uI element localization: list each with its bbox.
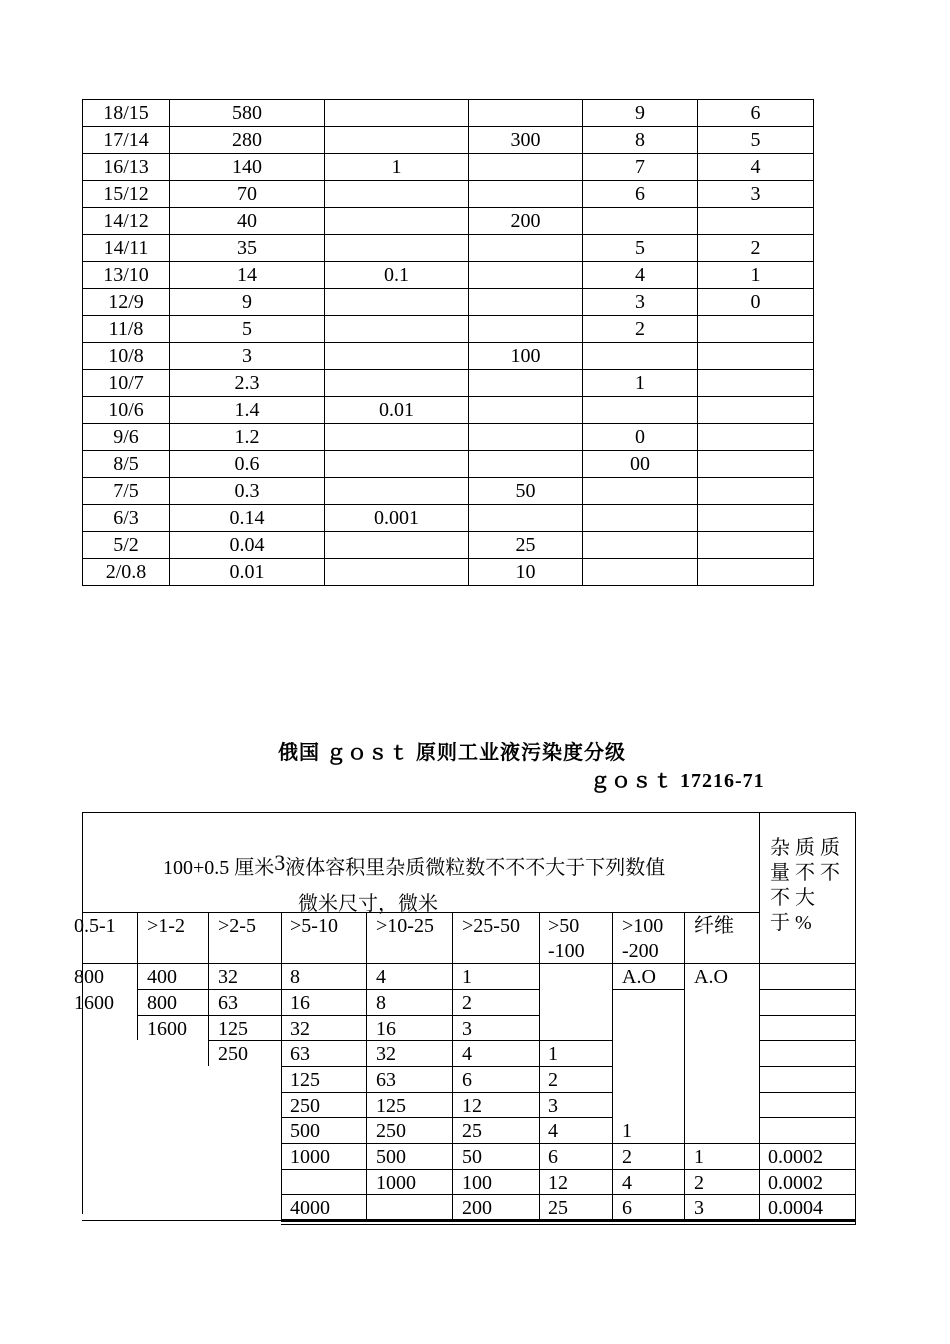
- col-header: >50: [548, 915, 580, 937]
- table-cell: 13/10: [83, 262, 170, 289]
- table-cell: 63: [376, 1069, 396, 1091]
- table-cell: 1600: [147, 1018, 187, 1040]
- table-cell: 7/5: [83, 478, 170, 505]
- table-cell: 2.3: [170, 370, 325, 397]
- table-cell: 400: [147, 966, 177, 988]
- table-cell: 0.01: [325, 397, 469, 424]
- table-cell: 9/6: [83, 424, 170, 451]
- table-cell: 3: [694, 1197, 704, 1219]
- table-cell: 9: [583, 100, 698, 127]
- table-cell: 6: [583, 181, 698, 208]
- table-cell: 0.01: [170, 559, 325, 586]
- table-cell: 17/14: [83, 127, 170, 154]
- table-cell: 50: [462, 1146, 482, 1168]
- table-cell: 5: [583, 235, 698, 262]
- table-cell: 3: [548, 1095, 558, 1117]
- table-cell: 9: [170, 289, 325, 316]
- table-cell: 5: [698, 127, 814, 154]
- table-cell: 3: [583, 289, 698, 316]
- table-cell: 50: [469, 478, 583, 505]
- table-cell: 580: [170, 100, 325, 127]
- col-header: -100: [548, 940, 585, 962]
- table-cell: 3: [462, 1018, 472, 1040]
- table-cell: 1.2: [170, 424, 325, 451]
- table-cell: 2: [548, 1069, 558, 1091]
- table-cell: 500: [290, 1120, 320, 1142]
- table-cell: 00: [583, 451, 698, 478]
- table-cell: 0.14: [170, 505, 325, 532]
- table-cell: 10/7: [83, 370, 170, 397]
- table-cell: 800: [74, 966, 104, 988]
- table-cell: 15/12: [83, 181, 170, 208]
- table-cell: 0.6: [170, 451, 325, 478]
- table-cell: 0.0004: [768, 1197, 823, 1219]
- table-cell: 11/8: [83, 316, 170, 343]
- table-cell: 18/15: [83, 100, 170, 127]
- table-cell: 250: [376, 1120, 406, 1142]
- table-cell: 16: [376, 1018, 396, 1040]
- table-cell: 25: [462, 1120, 482, 1142]
- table-cell: 1: [583, 370, 698, 397]
- table-cell: 0: [698, 289, 814, 316]
- table-cell: 500: [376, 1146, 406, 1168]
- table-cell: 3: [170, 343, 325, 370]
- table-cell: 14/12: [83, 208, 170, 235]
- table-cell: 7: [583, 154, 698, 181]
- col-header: >2-5: [218, 915, 256, 937]
- table-cell: 4: [376, 966, 386, 988]
- table-cell: 2: [462, 992, 472, 1014]
- table-cell: 140: [170, 154, 325, 181]
- table-cell: 0.04: [170, 532, 325, 559]
- gost-title: 俄国 ｇｏｓｔ 原则工业液污染度分级: [278, 742, 626, 764]
- table-cell: 6/3: [83, 505, 170, 532]
- table-cell: 5: [170, 316, 325, 343]
- table-cell: 16: [290, 992, 310, 1014]
- col-header: >25-50: [462, 915, 520, 937]
- gost-header-main: 100+0.5 厘米$^3$液体容积里杂质微粒数不不不大于下列数值: [163, 850, 666, 879]
- table-cell: 8: [583, 127, 698, 154]
- table-cell: 8: [290, 966, 300, 988]
- table-cell: 63: [218, 992, 238, 1014]
- table-cell: 4: [698, 154, 814, 181]
- table-cell: 8/5: [83, 451, 170, 478]
- table-cell: 4: [583, 262, 698, 289]
- table-cell: 800: [147, 992, 177, 1014]
- table-cell: 6: [462, 1069, 472, 1091]
- table-cell: 4: [462, 1043, 472, 1065]
- table-cell: 125: [218, 1018, 248, 1040]
- table-cell: 100: [462, 1172, 492, 1194]
- table-cell: 300: [469, 127, 583, 154]
- gost-header-sub: 微米尺寸，微米: [298, 893, 438, 915]
- table-cell: 32: [290, 1018, 310, 1040]
- col-header: >1-2: [147, 915, 185, 937]
- gost-subtitle: ｇｏｓｔ 17216-71: [590, 770, 765, 792]
- table-cell: 12: [548, 1172, 568, 1194]
- col-header: -200: [622, 940, 659, 962]
- table-cell: 1: [548, 1043, 558, 1065]
- table-cell: 14/11: [83, 235, 170, 262]
- table-cell: 32: [376, 1043, 396, 1065]
- table-cell: 12/9: [83, 289, 170, 316]
- table-cell: 125: [290, 1069, 320, 1091]
- table-cell: 1.4: [170, 397, 325, 424]
- table-cell: 40: [170, 208, 325, 235]
- table-cell: 125: [376, 1095, 406, 1117]
- table-cell: 6: [698, 100, 814, 127]
- table-cell: 32: [218, 966, 238, 988]
- table-cell: 1600: [74, 992, 114, 1014]
- col-header: >10-25: [376, 915, 434, 937]
- table-cell: 1: [325, 154, 469, 181]
- table-cell: 6: [622, 1197, 632, 1219]
- table-cell: 10: [469, 559, 583, 586]
- table-cell: 280: [170, 127, 325, 154]
- col-header: >5-10: [290, 915, 338, 937]
- table-cell: 1: [694, 1146, 704, 1168]
- table-cell: 4: [548, 1120, 558, 1142]
- table-cell: 2/0.8: [83, 559, 170, 586]
- table-cell: 14: [170, 262, 325, 289]
- table-cell: 200: [462, 1197, 492, 1219]
- table-cell: 35: [170, 235, 325, 262]
- table-cell: 0.1: [325, 262, 469, 289]
- table-cell: 63: [290, 1043, 310, 1065]
- table-cell: 4000: [290, 1197, 330, 1219]
- table-cell: A.O: [622, 966, 656, 988]
- impurity-header: 杂质质量不不不大于%: [770, 837, 845, 934]
- table-cell: 200: [469, 208, 583, 235]
- table-cell: 12: [462, 1095, 482, 1117]
- table-cell: 8: [376, 992, 386, 1014]
- table-cell: A.O: [694, 966, 728, 988]
- table-cell: 1: [462, 966, 472, 988]
- table-cell: 3: [698, 181, 814, 208]
- table-cell: 0.3: [170, 478, 325, 505]
- table-cell: 16/13: [83, 154, 170, 181]
- table-cell: 250: [290, 1095, 320, 1117]
- table-cell: 1000: [290, 1146, 330, 1168]
- table-cell: 2: [583, 316, 698, 343]
- table-cell: 250: [218, 1043, 248, 1065]
- table-cell: 10/8: [83, 343, 170, 370]
- table-cell: 25: [469, 532, 583, 559]
- table-cell: 25: [548, 1197, 568, 1219]
- table-cell: 1: [698, 262, 814, 289]
- col-header: 0.5-1: [74, 915, 116, 937]
- table-cell: 6: [548, 1146, 558, 1168]
- table-cell: 100: [469, 343, 583, 370]
- table-cell: 2: [694, 1172, 704, 1194]
- table-cell: 2: [622, 1146, 632, 1168]
- table-cell: 2: [698, 235, 814, 262]
- table-cell: 0.0002: [768, 1146, 823, 1168]
- table-cell: 1000: [376, 1172, 416, 1194]
- table-cell: 5/2: [83, 532, 170, 559]
- col-header: >100: [622, 915, 664, 937]
- table-cell: 4: [622, 1172, 632, 1194]
- table-cell: 0: [583, 424, 698, 451]
- table-cell: 0.001: [325, 505, 469, 532]
- table-cell: 70: [170, 181, 325, 208]
- col-header: 纤维: [694, 915, 734, 937]
- table-cell: 10/6: [83, 397, 170, 424]
- table-cell: 0.0002: [768, 1172, 823, 1194]
- table-cell: 1: [622, 1120, 632, 1142]
